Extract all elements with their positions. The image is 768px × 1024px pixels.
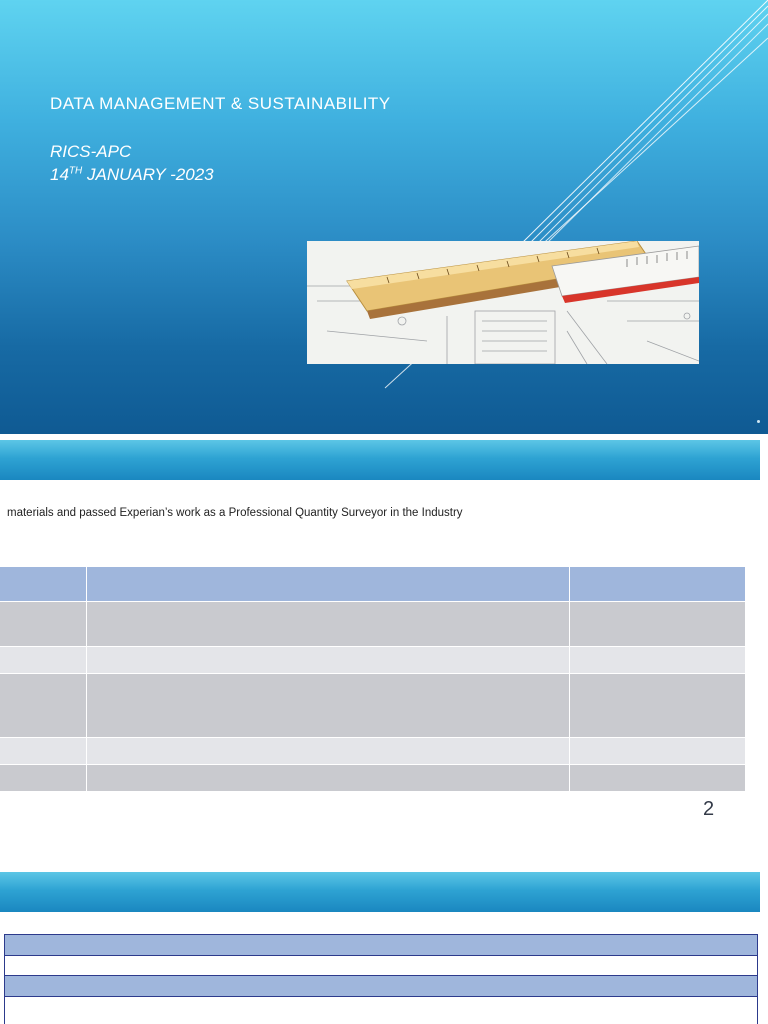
slide3-header-band (0, 872, 760, 912)
table-cell (570, 567, 746, 602)
table-row (0, 674, 746, 738)
slide3-table (4, 934, 758, 1024)
table-cell (570, 647, 746, 674)
table-cell (87, 674, 570, 738)
table-cell (87, 602, 570, 647)
slide2-header-band (0, 440, 760, 480)
table-row (0, 738, 746, 765)
presentation-title: DATA MANAGEMENT & SUSTAINABILITY (50, 94, 391, 113)
architectural-scale-ruler-photo (307, 241, 699, 364)
title-slide (0, 0, 768, 434)
table-row (5, 997, 758, 1024)
table-cell (0, 647, 87, 674)
table-cell (0, 567, 87, 602)
table-header-row (0, 567, 746, 602)
table-row (0, 602, 746, 647)
table-cell (0, 765, 87, 792)
table-header-row (5, 935, 758, 956)
table-cell (570, 738, 746, 765)
table-cell (570, 765, 746, 792)
table-cell (570, 674, 746, 738)
decorative-dot (757, 420, 760, 423)
table-cell (0, 738, 87, 765)
table-cell (87, 738, 570, 765)
presentation-subtitle: RICS-APC (50, 142, 132, 161)
date-month-year: JANUARY -2023 (82, 165, 214, 184)
table-cell (0, 602, 87, 647)
photo-drawing (307, 241, 699, 364)
table-header-row (5, 976, 758, 997)
table-cell (87, 765, 570, 792)
table-cell (0, 674, 87, 738)
date-day: 14 (50, 165, 69, 184)
slide2-body-text: materials and passed Experian’s work as a Professional Quantity Surveyor in the Industry (7, 507, 463, 519)
table-cell (5, 997, 758, 1024)
table-cell (570, 602, 746, 647)
table-row (0, 765, 746, 792)
slide-page-number: 2 (703, 798, 715, 820)
table-cell (87, 567, 570, 602)
date-ordinal: TH (68, 165, 83, 177)
slide2-table (0, 567, 746, 792)
table-cell (5, 956, 758, 976)
table-cell (5, 976, 758, 997)
table-cell (87, 647, 570, 674)
table-cell (5, 935, 758, 956)
table-row (5, 956, 758, 976)
decorative-lines (0, 0, 768, 434)
presentation-date (50, 165, 214, 185)
table-row (0, 647, 746, 674)
